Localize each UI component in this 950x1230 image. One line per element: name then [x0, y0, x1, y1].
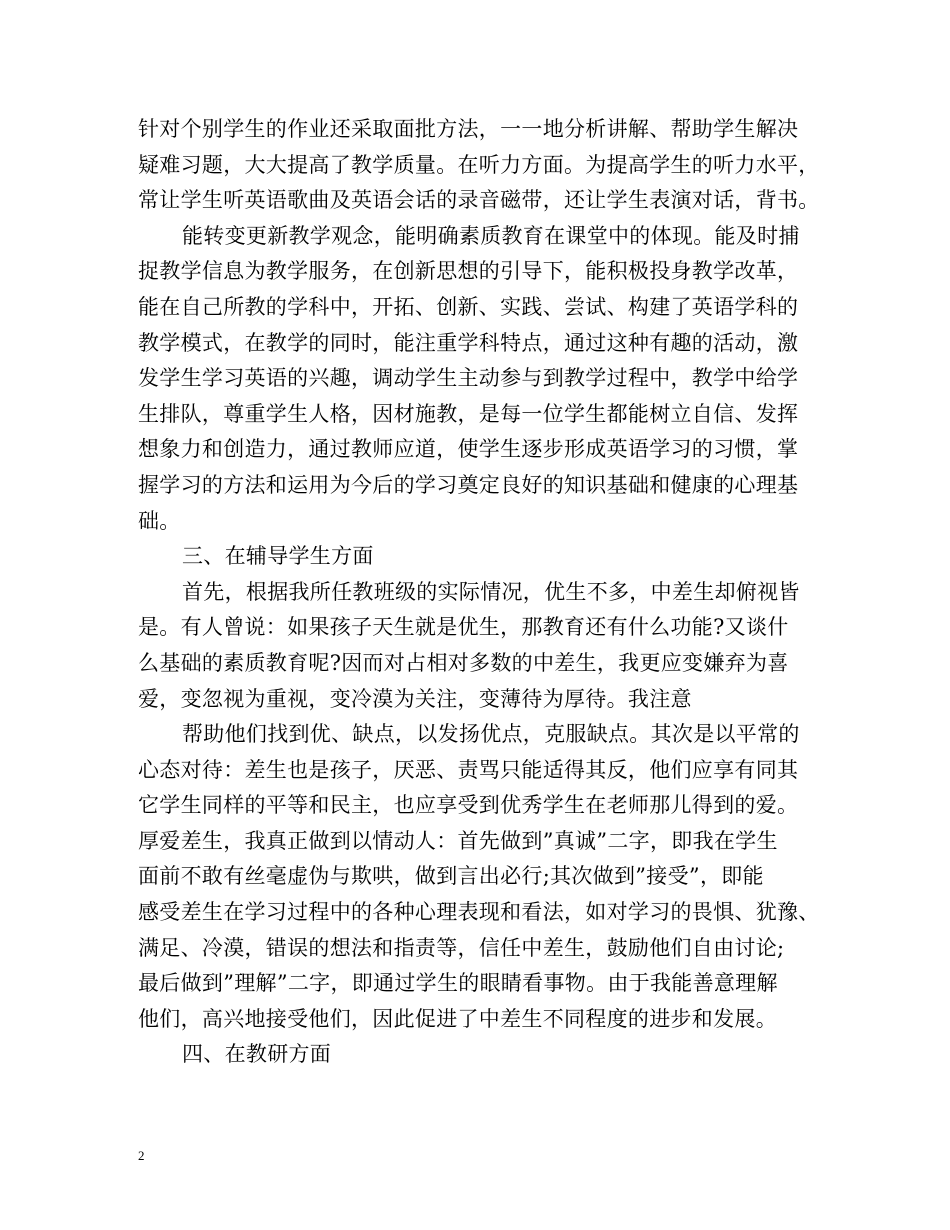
text-line: 他们，高兴地接受他们，因此促进了中差生不同程度的进步和发展。 [138, 1006, 777, 1031]
text-line: 能转变更新教学观念，能明确素质教育在课堂中的体现。能及时捕 [182, 223, 800, 248]
text-line: 捉教学信息为教学服务，在创新思想的引导下，能积极投身教学改革， [138, 259, 799, 284]
text-line: 疑难习题，大大提高了教学质量。在听力方面。为提高学生的听力水平， [138, 152, 820, 177]
text-line: 想象力和创造力，通过教师应道，使学生逐步形成英语学习的习惯，掌 [138, 437, 799, 462]
text-line: 常让学生听英语歌曲及英语会话的录音磁带，还让学生表演对话，背书。 [138, 188, 820, 213]
text-line: 感受差生在学习过程中的各种心理表现和看法，如对学习的畏惧、犹豫、 [138, 900, 820, 925]
text-line: 四、在教研方面 [182, 1042, 332, 1067]
text-line: 握学习的方法和运用为今后的学习奠定良好的知识基础和健康的心理基 [138, 472, 799, 497]
text-line: 满足、冷漠，错误的想法和指责等，信任中差生，鼓励他们自由讨论; [138, 935, 785, 960]
text-line: 教学模式，在教学的同时，能注重学科特点，通过这种有趣的活动，激 [138, 330, 799, 355]
text-line: 它学生同样的平等和民主，也应享受到优秀学生在老师那儿得到的爱。 [138, 793, 799, 818]
text-line: 面前不敢有丝毫虚伪与欺哄，做到言出必行;其次做到”接受”，即能 [138, 864, 764, 889]
text-line: 生排队，尊重学生人格，因材施教，是每一位学生都能树立自信、发挥 [138, 401, 799, 426]
text-line: 发学生学习英语的兴趣，调动学生主动参与到教学过程中，教学中给学 [138, 366, 799, 391]
text-line: 础。 [138, 508, 181, 533]
text-line: 首先，根据我所任教班级的实际情况，优生不多，中差生却俯视皆 [182, 579, 800, 604]
text-line: 爱，变忽视为重视，变冷漠为关注，变薄待为厚待。我注意 [138, 686, 692, 711]
document-body [138, 112, 828, 1073]
text-line: 心态对待：差生也是孩子，厌恶、责骂只能适得其反，他们应享有同其 [138, 757, 799, 782]
text-line: 最后做到”理解”二字，即通过学生的眼睛看事物。由于我能善意理解 [138, 971, 778, 996]
text-line: 帮助他们找到优、缺点，以发扬优点，克服缺点。其次是以平常的 [182, 722, 800, 747]
text-line: 三、在辅导学生方面 [182, 544, 374, 569]
page-number: 2 [138, 1148, 145, 1163]
text-line: 能在自己所教的学科中，开拓、创新、实践、尝试、构建了英语学科的 [138, 294, 799, 319]
text-line: 是。有人曾说：如果孩子天生就是优生，那教育还有什么功能?又谈什 [138, 615, 789, 640]
text-line: 厚爱差生，我真正做到以情动人：首先做到”真诚”二字，即我在学生 [138, 828, 778, 853]
text-line: 针对个别学生的作业还采取面批方法，一一地分析讲解、帮助学生解决 [138, 117, 799, 141]
text-line: 么基础的素质教育呢?因而对占相对多数的中差生，我更应变嫌弃为喜 [138, 650, 789, 675]
